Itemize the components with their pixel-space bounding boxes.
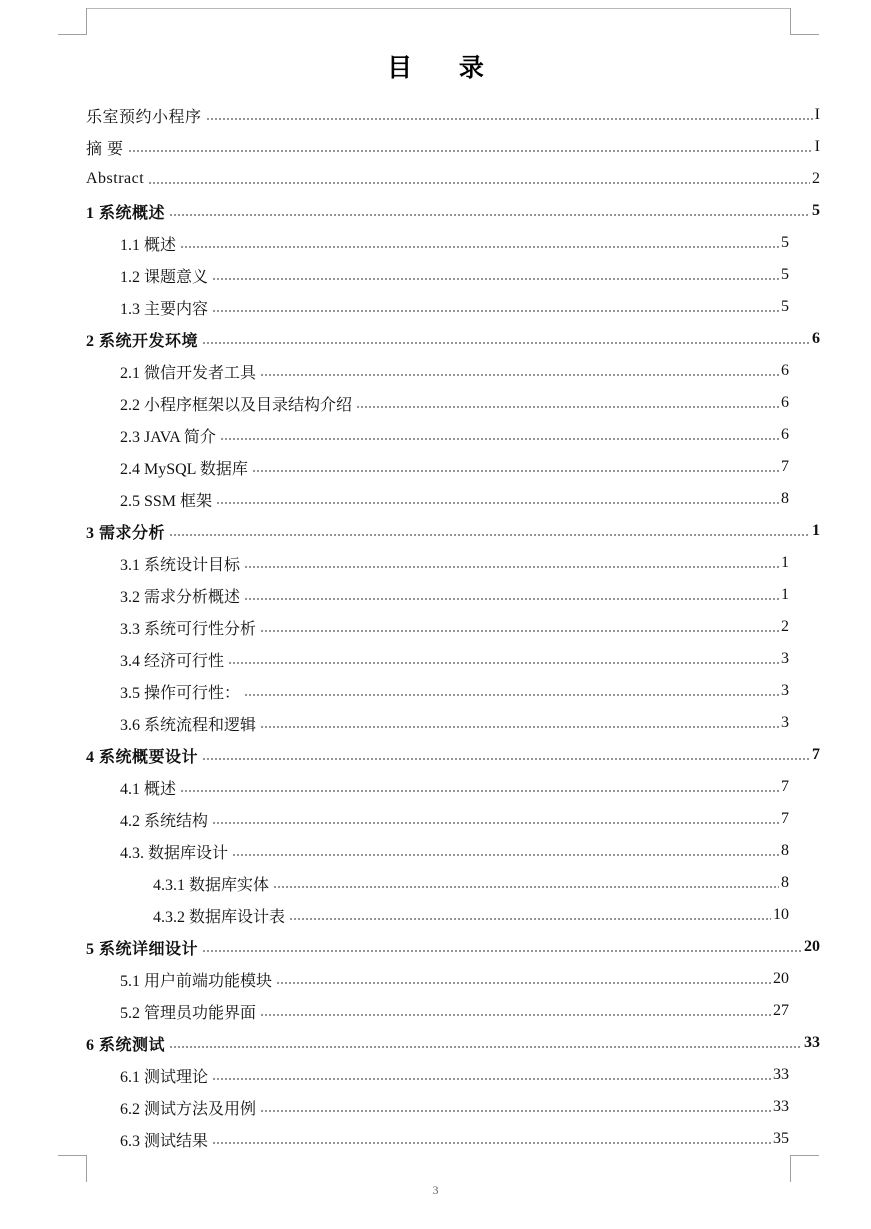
toc-leader-dots xyxy=(212,1133,771,1145)
toc-leader-dots xyxy=(169,525,810,537)
toc-leader-dots xyxy=(212,1069,771,1081)
toc-entry[interactable] xyxy=(120,963,789,995)
toc-entry[interactable] xyxy=(86,131,820,163)
toc-leader-dots xyxy=(169,205,810,217)
toc-entry-page: 1 xyxy=(812,522,820,539)
toc-entry-page: 3 xyxy=(781,650,789,667)
toc-leader-dots xyxy=(244,557,779,569)
toc-entry-page: I xyxy=(814,106,820,123)
toc-leader-dots xyxy=(276,973,771,985)
toc-entry-page: 5 xyxy=(781,298,789,315)
toc-entry-label: 3.5 操作可行性： xyxy=(120,684,241,702)
toc-entry-page: 8 xyxy=(781,874,789,891)
toc-entry[interactable] xyxy=(120,227,789,259)
toc-entry-label: 5.1 用户前端功能模块 xyxy=(120,972,273,990)
toc-entry-label: 3 需求分析 xyxy=(86,524,166,542)
toc-entry[interactable] xyxy=(120,419,789,451)
toc-entry[interactable] xyxy=(120,1091,789,1123)
toc-entry-page: 33 xyxy=(804,1034,820,1051)
toc-leader-dots xyxy=(244,685,779,697)
toc-entry-page: 7 xyxy=(781,810,789,827)
toc-title: 目 录 xyxy=(387,53,503,82)
toc-entry-page: I xyxy=(814,138,820,155)
toc-entry-label: 4.3.1 数据库实体 xyxy=(153,876,270,894)
toc-entry-page: 7 xyxy=(781,458,789,475)
toc-entry[interactable] xyxy=(120,611,789,643)
toc-entry-page: 7 xyxy=(812,746,820,763)
toc-entry-page: 6 xyxy=(812,330,820,347)
toc-entry[interactable] xyxy=(120,803,789,835)
toc-entry-label: 2.5 SSM 框架 xyxy=(120,492,213,510)
page-number: 3 xyxy=(432,1183,439,1197)
toc-leader-dots xyxy=(202,941,802,953)
toc-entry-page: 3 xyxy=(781,714,789,731)
toc-entry[interactable] xyxy=(120,259,789,291)
toc-entry[interactable] xyxy=(86,739,820,771)
page-top-border xyxy=(86,8,790,9)
toc-entry-label: 6.1 测试理论 xyxy=(120,1068,209,1086)
toc-leader-dots xyxy=(260,365,779,377)
toc-entry-label: 1.3 主要内容 xyxy=(120,300,209,318)
toc-entry-page: 2 xyxy=(781,618,789,635)
toc-entry-label: 6.2 测试方法及用例 xyxy=(120,1100,257,1118)
toc-leader-dots xyxy=(202,749,810,761)
toc-leader-dots xyxy=(212,813,779,825)
toc-entry-label: 3.4 经济可行性 xyxy=(120,652,225,670)
toc-entry-page: 3 xyxy=(781,682,789,699)
crop-mark-top-left xyxy=(58,8,87,35)
toc-entry-page: 7 xyxy=(781,778,789,795)
toc-entry[interactable] xyxy=(120,771,789,803)
toc-entry[interactable] xyxy=(86,195,820,227)
toc-entry-label: 4.3. 数据库设计 xyxy=(120,844,229,862)
toc-entry-page: 5 xyxy=(781,266,789,283)
toc-entry[interactable] xyxy=(120,387,789,419)
toc-entry[interactable] xyxy=(153,899,789,931)
toc-entry[interactable] xyxy=(120,451,789,483)
toc-leader-dots xyxy=(169,1037,802,1049)
toc-leader-dots xyxy=(202,333,810,345)
toc-entry-page: 6 xyxy=(781,362,789,379)
toc-entry[interactable] xyxy=(86,163,820,195)
toc-leader-dots xyxy=(148,173,810,185)
crop-mark-bottom-left xyxy=(58,1155,87,1182)
toc-entry-label: 摘 要 xyxy=(86,140,124,158)
toc-entry-label: 2.1 微信开发者工具 xyxy=(120,364,257,382)
toc-leader-dots xyxy=(216,493,779,505)
toc-entry-label: 2.4 MySQL 数据库 xyxy=(120,460,248,478)
toc-entry-page: 5 xyxy=(781,234,789,251)
toc-entry[interactable] xyxy=(120,835,789,867)
toc-entry-label: 3.3 系统可行性分析 xyxy=(120,620,257,638)
toc-entry-label: 1.2 课题意义 xyxy=(120,268,209,286)
toc-entry[interactable] xyxy=(120,1123,789,1155)
toc-leader-dots xyxy=(206,109,813,121)
toc-entry-label: 4.1 概述 xyxy=(120,780,177,798)
toc-entry[interactable] xyxy=(120,1059,789,1091)
toc-entry-page: 6 xyxy=(781,426,789,443)
toc-entry-label: 1.1 概述 xyxy=(120,236,177,254)
crop-mark-top-right xyxy=(790,8,819,35)
toc-entry[interactable] xyxy=(120,675,789,707)
toc-leader-dots xyxy=(180,781,779,793)
toc-entry[interactable] xyxy=(86,1027,820,1059)
toc-entry-page: 1 xyxy=(781,554,789,571)
toc-entry[interactable] xyxy=(86,99,820,131)
toc-entry[interactable] xyxy=(86,931,820,963)
toc-leader-dots xyxy=(244,589,779,601)
toc-leader-dots xyxy=(289,909,771,921)
toc-leader-dots xyxy=(212,301,779,313)
toc-entry[interactable] xyxy=(120,547,789,579)
toc-entry[interactable] xyxy=(120,579,789,611)
toc-entry-label: 4.3.2 数据库设计表 xyxy=(153,908,286,926)
toc-leader-dots xyxy=(252,461,779,473)
toc-entry-page: 8 xyxy=(781,842,789,859)
toc-leader-dots xyxy=(180,237,779,249)
toc-leader-dots xyxy=(260,1005,771,1017)
toc-entry-page: 35 xyxy=(773,1130,789,1147)
toc-entry[interactable] xyxy=(120,995,789,1027)
toc-entry[interactable] xyxy=(86,323,820,355)
toc-entry-page: 2 xyxy=(812,170,820,187)
toc-entry-page: 33 xyxy=(773,1098,789,1115)
toc-entry-page: 5 xyxy=(812,202,820,219)
toc-entry-label: 3.1 系统设计目标 xyxy=(120,556,241,574)
toc-entry-label: 6.3 测试结果 xyxy=(120,1132,209,1150)
toc-leader-dots xyxy=(228,653,779,665)
toc-entry-page: 1 xyxy=(781,586,789,603)
toc-entry-label: 1 系统概述 xyxy=(86,204,166,222)
toc-entry-page: 6 xyxy=(781,394,789,411)
toc-entry-page: 8 xyxy=(781,490,789,507)
toc-entry[interactable] xyxy=(120,483,789,515)
toc-entry-page: 33 xyxy=(773,1066,789,1083)
toc-leader-dots xyxy=(220,429,779,441)
toc-entry-label: 4 系统概要设计 xyxy=(86,748,199,766)
toc-entry-label: 2.3 JAVA 简介 xyxy=(120,428,216,446)
toc-entry-page: 20 xyxy=(804,938,820,955)
toc-entry[interactable] xyxy=(120,643,789,675)
toc-entry-page: 27 xyxy=(773,1002,789,1019)
toc-entry-label: 3.6 系统流程和逻辑 xyxy=(120,716,257,734)
toc-leader-dots xyxy=(128,141,813,153)
toc-entry-label: 乐室预约小程序 xyxy=(86,108,202,126)
toc-leader-dots xyxy=(356,397,779,409)
toc-entry[interactable] xyxy=(120,355,789,387)
toc-entry[interactable] xyxy=(86,515,820,547)
toc-entry-label: 5 系统详细设计 xyxy=(86,940,199,958)
toc-entry[interactable] xyxy=(120,291,789,323)
toc-entry-label: 4.2 系统结构 xyxy=(120,812,209,830)
toc-entry-label: 6 系统测试 xyxy=(86,1036,166,1054)
toc-leader-dots xyxy=(273,877,779,889)
toc-entry-label: 2.2 小程序框架以及目录结构介绍 xyxy=(120,396,353,414)
toc-entry[interactable] xyxy=(153,867,789,899)
toc-entry-page: 20 xyxy=(773,970,789,987)
toc-leader-dots xyxy=(212,269,779,281)
toc-leader-dots xyxy=(232,845,779,857)
toc-leader-dots xyxy=(260,717,779,729)
toc-entry-label: Abstract xyxy=(86,170,145,187)
toc-leader-dots xyxy=(260,621,779,633)
toc-entry[interactable] xyxy=(120,707,789,739)
crop-mark-bottom-right xyxy=(790,1155,819,1182)
toc-entry-label: 3.2 需求分析概述 xyxy=(120,588,241,606)
toc-entry-label: 5.2 管理员功能界面 xyxy=(120,1004,257,1022)
toc-leader-dots xyxy=(260,1101,771,1113)
toc-entry-label: 2 系统开发环境 xyxy=(86,332,199,350)
toc-entry-page: 10 xyxy=(773,906,789,923)
